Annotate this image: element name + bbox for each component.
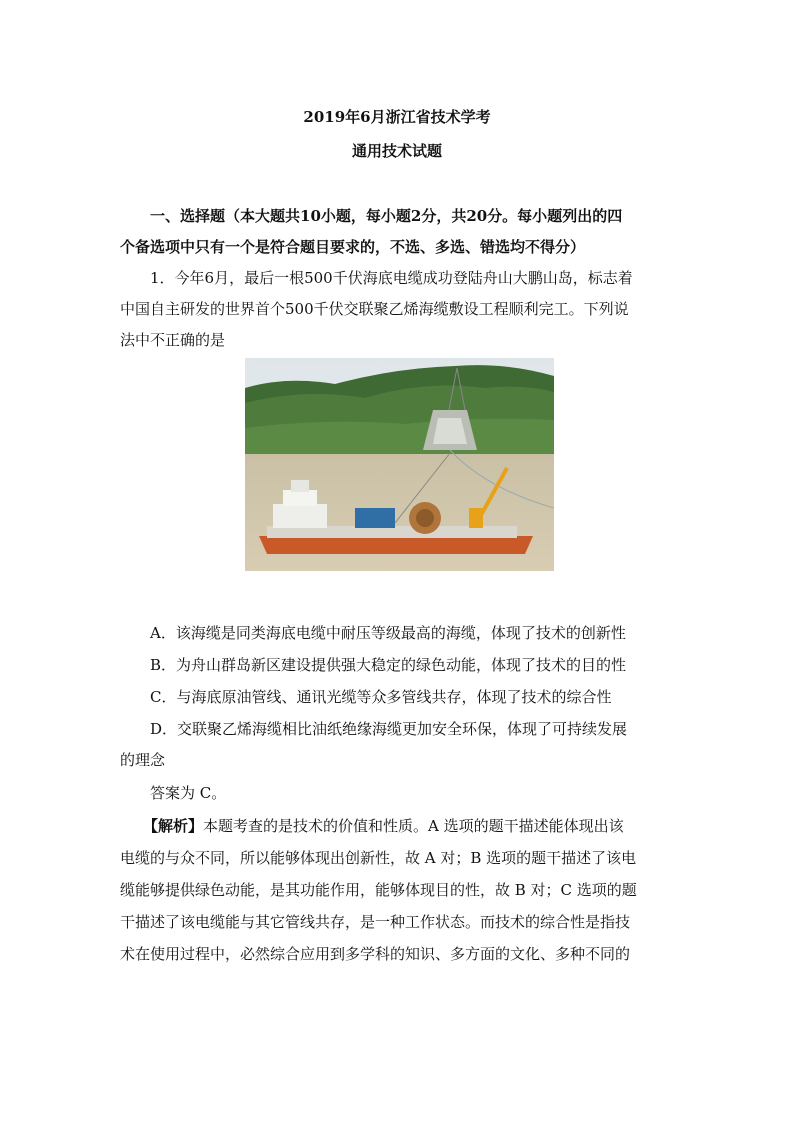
analysis-label: 【解析】 — [143, 817, 204, 835]
analysis-line-2: 电缆的与众不同，所以能够体现出创新性，故 A 对；B 选项的题干描述了该电 — [120, 849, 637, 867]
cable-laying-ship-photo — [245, 358, 554, 571]
answer-text: 答案为 C。 — [150, 784, 227, 802]
analysis-line-3: 缆能够提供绿色动能，是其功能作用，能够体现目的性，故 B 对；C 选项的题 — [120, 881, 637, 899]
analysis-line-1 — [143, 815, 703, 837]
analysis-first-text: 本题考查的是技术的价值和性质。A 选项的题干描述能体现出该 — [203, 817, 624, 835]
question-stem-line-2: 中国自主研发的世界首个500千伏交联聚乙烯海缆敷设工程顺利完工。下列说 — [120, 300, 629, 318]
question-stem-line-1: 1．今年6月，最后一根500千伏海底电缆成功登陆舟山大鹏山岛，标志着 — [150, 269, 633, 287]
section-heading-line-1: 一、选择题（本大题共10小题，每小题2分，共20分。每小题列出的四 — [150, 207, 623, 225]
option-d-line-1: D．交联聚乙烯海缆相比油纸绝缘海缆更加安全环保，体现了可持续发展 — [150, 720, 628, 738]
option-d-line-2: 的理念 — [120, 751, 166, 769]
option-a: A．该海缆是同类海底电缆中耐压等级最高的海缆，体现了技术的创新性 — [150, 624, 626, 642]
question-stem-line-3: 法中不正确的是 — [120, 331, 226, 349]
section-heading-line-2: 个备选项中只有一个是符合题目要求的，不选、多选、错选均不得分） — [120, 238, 586, 256]
analysis-line-4: 干描述了该电缆能与其它管线共存，是一种工作状态。而技术的综合性是指技 — [120, 913, 631, 931]
document-title: 2019年6月浙江省技术学考 — [303, 108, 491, 126]
option-b: B．为舟山群岛新区建设提供强大稳定的绿色动能，体现了技术的目的性 — [150, 656, 627, 674]
document-subtitle: 通用技术试题 — [351, 142, 442, 160]
option-c: C．与海底原油管线、通讯光缆等众多管线共存，体现了技术的综合性 — [150, 688, 612, 706]
analysis-line-5: 术在使用过程中，必然综合应用到多学科的知识、多方面的文化、多种不同的 — [120, 945, 631, 963]
